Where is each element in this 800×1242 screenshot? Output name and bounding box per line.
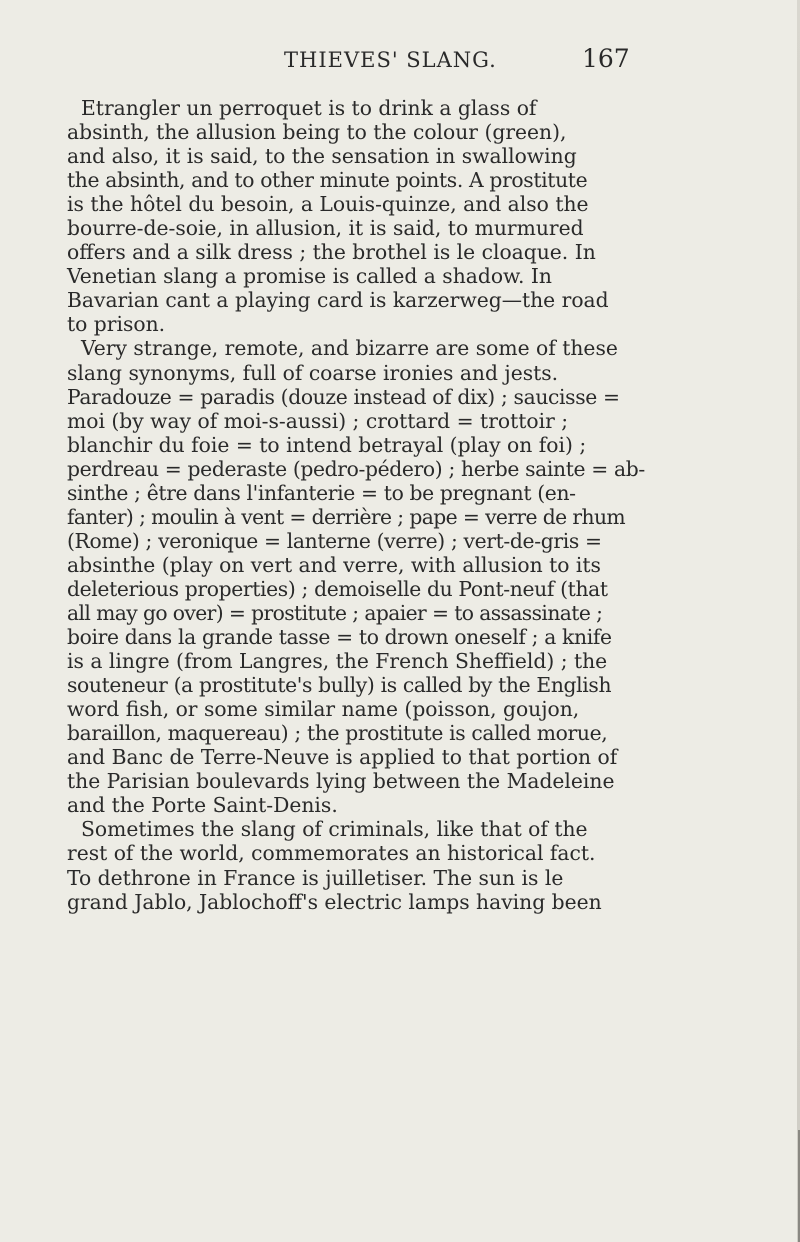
text-line: To dethrone in France is juilletiser. The sun is le (67, 865, 564, 890)
text-line: offers and a silk dress ; the brothel is le cloaque. In (67, 240, 596, 265)
text-line: rest of the world, commemorates an historical fact. (67, 841, 596, 866)
text-line: grand Jablo, Jablochoff's electric lamps having been (67, 889, 602, 914)
text-line: the Parisian boulevards lying between the Madeleine (67, 769, 615, 794)
text-line: sinthe ; être dans l'infanterie = to be pregnant (en- (67, 480, 576, 505)
running-head: THIEVES' SLANG. (284, 48, 497, 72)
text-line: Sometimes the slang of criminals, like that of the (81, 817, 588, 842)
text-line: word fish, or some similar name (poisson, goujon, (67, 697, 580, 722)
text-line: (Rome) ; veronique = lanterne (verre) ; vert-de-gris = (67, 528, 602, 553)
text-line: Bavarian cant a playing card is karzerweg—the road (67, 288, 609, 313)
text-line: and Banc de Terre-Neuve is applied to that portion of (67, 745, 618, 770)
text-line: Paradouze = paradis (douze instead of dix) ; saucisse = (67, 384, 620, 409)
text-line: slang synonyms, full of coarse ironies and jests. (67, 360, 559, 385)
text-line: moi (by way of moi-s-aussi) ; crottard = trottoir ; (67, 408, 569, 433)
text-line: Venetian slang a promise is called a shadow. In (67, 264, 552, 289)
text-line: souteneur (a prostitute's bully) is called by the English (67, 673, 612, 698)
text-line: perdreau = pederaste (pedro-pédero) ; herbe sainte = ab- (67, 456, 645, 481)
text-line: is the hôtel du besoin, a Louis-quinze, and also the (67, 192, 589, 217)
page-number: 167 (582, 44, 630, 73)
body-text (67, 96, 704, 914)
text-line: and the Porte Saint-Denis. (67, 793, 338, 818)
text-line: absinthe (play on vert and verre, with allusion to its (67, 552, 601, 577)
text-line: and also, it is said, to the sensation in swallowing (67, 144, 577, 169)
text-line: all may go over) = prostitute ; apaier = to assassinate ; (67, 600, 603, 625)
text-line: blanchir du foie = to intend betrayal (play on foi) ; (67, 432, 587, 457)
page-header (0, 44, 800, 84)
text-line: absinth, the allusion being to the colour (green), (67, 120, 567, 145)
text-line: Etrangler un perroquet is to drink a glass of (81, 96, 537, 120)
text-line: to prison. (67, 312, 166, 337)
text-line: baraillon, maquereau) ; the prostitute is called morue, (67, 721, 608, 746)
text-line: boire dans la grande tasse = to drown oneself ; a knife (67, 625, 612, 650)
text-line: is a lingre (from Langres, the French Sheffield) ; the (67, 649, 608, 674)
text-line: fanter) ; moulin à vent = derrière ; pape = verre de rhum (67, 504, 626, 529)
text-line: bourre-de-soie, in allusion, it is said, to murmured (67, 216, 584, 241)
text-line: deleterious properties) ; demoiselle du Pont-neuf (that (67, 576, 608, 601)
text-line: Very strange, remote, and bizarre are some of these (81, 336, 618, 361)
text-line: the absinth, and to other minute points. A prostitute (67, 168, 588, 193)
